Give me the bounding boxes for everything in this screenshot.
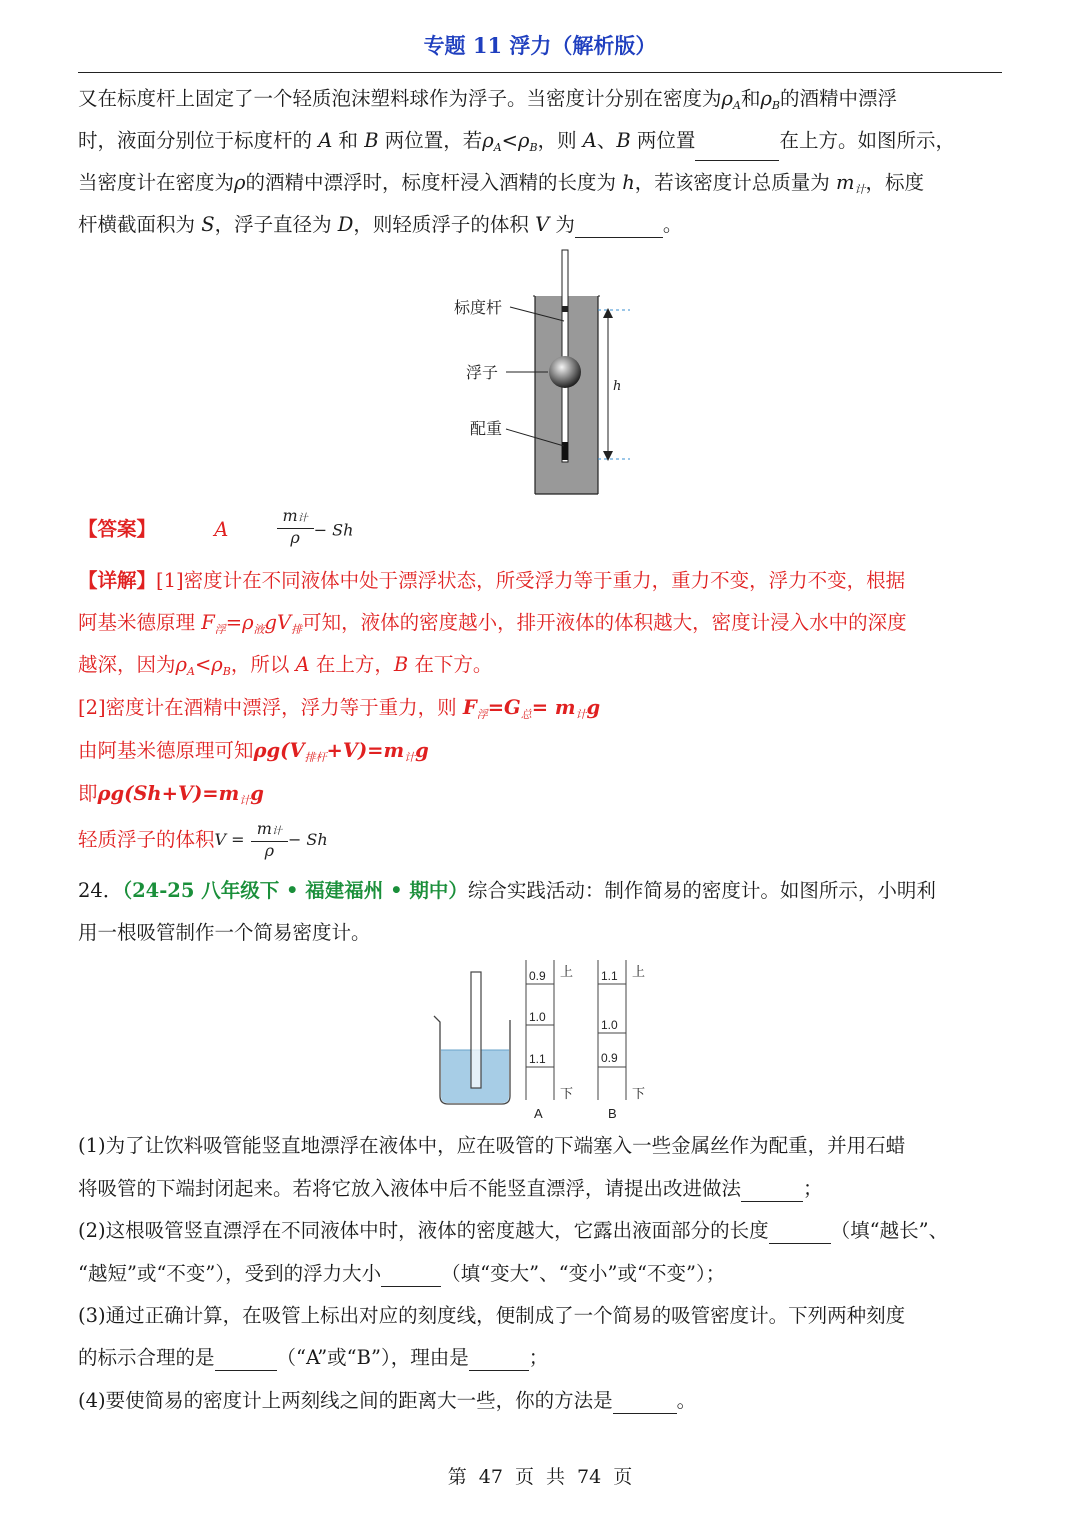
hydrometer-figure (440, 248, 650, 500)
answer-blank[interactable] (769, 1223, 831, 1244)
scale-a-label: A (534, 1106, 543, 1121)
scale-b-top: 上 (632, 964, 646, 979)
scale-b-mark: 1.1 (601, 969, 618, 983)
straw-densitometer-figure (428, 958, 660, 1124)
label-rod: 标度杆 (454, 300, 503, 317)
answer-blank[interactable] (381, 1266, 441, 1287)
page-header-title: 专题 11 浮力（解析版） (423, 33, 657, 58)
scale-b-mark: 1.0 (601, 1018, 618, 1032)
scale-a-mark: 1.0 (529, 1010, 546, 1024)
q24-source: （24-25 八年级下 • 福建福州 • 期中） (122, 879, 468, 902)
scale-a-mark: 1.1 (529, 1052, 546, 1066)
detail-fraction: $\frac{\text{m计}}{\rho}$ (251, 820, 288, 860)
scale-b-label: B (608, 1106, 617, 1121)
page-number: 第 47 页 共 74 页 (447, 1466, 633, 1488)
q23-line-1: 又在标度杆上固定了一个轻质泡沫塑料球作为浮子。当密度计分别在密度为$\rho_A$和$\rho_B$的酒精中漂浮 (78, 87, 898, 112)
q24-line-1: 24．（24-25 八年级下 • 福建福州 • 期中）综合实践活动：制作简易的密度计。如图所示，小明利 (78, 879, 936, 902)
q24-part4-line: (4)要使简易的密度计上两刻线之间的距离大一些，你的方法是 。 (78, 1389, 697, 1412)
detail-line-2: 阿基米德原理 $F_浮=\rho_液gV_排$可知，液体的密度越小，排开液体的体积越大，密度计浸入水中的深度 (78, 611, 907, 636)
detail-tag: 【详解】 (78, 569, 157, 592)
scale-a-mark: 0.9 (529, 969, 546, 983)
scale-b-mark: 0.9 (601, 1051, 618, 1065)
scale-b (598, 960, 645, 1121)
straw (471, 972, 481, 1088)
scale-a (526, 960, 573, 1121)
q24-part2-line-1: (2)这根吸管竖直漂浮在不同液体中时，液体的密度越大，它露出液面部分的长度 （填“越长”、 (78, 1219, 949, 1242)
detail-line-6: 即$\rho g(Sh+V)=m_计g$ (78, 782, 264, 807)
detail-line-7: 轻质浮子的体积V = $\frac{\text{m计}}{\rho}$ − Sh (78, 819, 328, 860)
q23-line-4: 杆横截面积为 S，浮子直径为 D，则轻质浮子的体积 V 为 。 (78, 213, 683, 236)
detail-line-1: 【详解】[1]密度计在不同液体中处于漂浮状态，所受浮力等于重力，重力不变，浮力不变，根据 (78, 569, 906, 592)
detail-line-4: [2]密度计在酒精中漂浮，浮力等于重力，则 $F_浮=G_总= m_计g$ (78, 696, 601, 721)
counterweight (562, 442, 568, 460)
q23-line-2: 时，液面分别位于标度杆的 A 和 B 两位置，若$\rho_A<\rho_B$，则 A、B 两位置 在上方。如图所示， (78, 128, 955, 161)
scale-a-bottom: 下 (560, 1086, 574, 1101)
scale-b-bottom: 下 (632, 1086, 646, 1101)
scale-a-top: 上 (560, 964, 574, 979)
q24-part2-line-2: “越短”或“不变”），受到的浮力大小 （填“变大”、“变小”或“不变”）； (78, 1262, 726, 1285)
answer-blank[interactable] (613, 1393, 677, 1414)
q24-part3-line-1: (3)通过正确计算，在吸管上标出对应的刻度线，便制成了一个简易的吸管密度计。下列两种刻度 (78, 1304, 906, 1327)
q23-line-3: 当密度计在密度为ρ的酒精中漂浮时，标度杆浸入酒精的长度为 h，若该密度计总质量为 $m_计$，标度 (78, 171, 924, 196)
label-float: 浮子 (466, 365, 499, 382)
answer-blank[interactable] (695, 140, 779, 161)
answer-line: 【答案】 A $\frac{\text{m计}}{\rho}$ − Sh (78, 506, 354, 547)
q24-part3-line-2: 的标示合理的是 （“A”或“B”），理由是 ； (78, 1346, 549, 1369)
q24-part1-line-1: (1)为了让饮料吸管能竖直地漂浮在液体中，应在吸管的下端塞入一些金属丝作为配重，并用石蜡 (78, 1134, 906, 1157)
answer-fraction: $\frac{\text{m计}}{\rho}$ (277, 507, 314, 547)
answer-blank[interactable] (215, 1350, 277, 1371)
answer-blank[interactable] (741, 1181, 803, 1202)
answer-blank[interactable] (469, 1350, 529, 1371)
q24-line-2: 用一根吸管制作一个简易密度计。 (78, 921, 371, 944)
answer-tag: 【答案】 (78, 517, 157, 541)
label-weight: 配重 (470, 421, 503, 438)
label-h: h (613, 379, 622, 394)
header-rule (78, 72, 1002, 73)
detail-line-3: 越深，因为$\rho_A<\rho_B$，所以 A 在上方，B 在下方。 (78, 653, 493, 678)
answer-blank[interactable] (575, 217, 663, 238)
float-ball (549, 356, 581, 388)
q24-part1-line-2: 将吸管的下端封闭起来。若将它放入液体中后不能竖直漂浮，请提出改进做法 ； (78, 1177, 823, 1200)
detail-line-5: 由阿基米德原理可知$\rho g(V_{排杆}+V)=m_计g$ (78, 739, 429, 764)
